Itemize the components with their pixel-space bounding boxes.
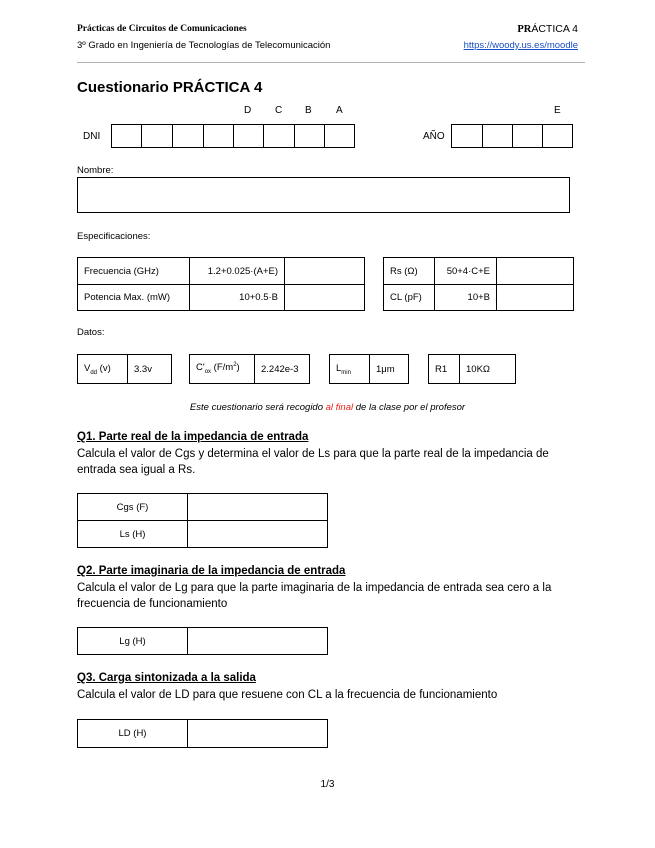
- year-digit-box[interactable]: [451, 124, 483, 148]
- practice-rest: ÁCTICA 4: [531, 23, 578, 35]
- cox-close: ): [236, 362, 240, 374]
- moodle-link[interactable]: https://woody.us.es/moodle: [463, 40, 578, 51]
- q2-title: Q2. Parte imaginaria de la impedancia de entrada: [77, 565, 346, 577]
- cox-main: C': [196, 362, 205, 374]
- notice-after: de la clase por el profesor: [353, 402, 466, 413]
- vdd-main: V: [84, 362, 91, 374]
- letter-c: C: [275, 105, 283, 116]
- r1-table: [428, 354, 516, 384]
- practice-prefix: PR: [517, 24, 532, 35]
- practice-label: [517, 23, 578, 35]
- name-label: Nombre:: [77, 165, 114, 176]
- lmin-sub: min: [341, 369, 351, 376]
- rs-label: Rs (Ω): [384, 258, 435, 285]
- page-number: 1/3: [320, 779, 335, 790]
- pmax-formula: 10+0.5·B: [190, 285, 285, 311]
- letter-e: E: [554, 105, 561, 116]
- year-digit-box[interactable]: [482, 124, 513, 148]
- cox-sup: 2: [233, 362, 237, 369]
- freq-formula: 1.2+0.025·(A+E): [190, 258, 285, 285]
- vdd-unit: (v): [97, 362, 111, 374]
- header-divider: [77, 62, 585, 63]
- cl-label: CL (pF): [384, 285, 435, 311]
- vdd-value: 3.3v: [128, 355, 172, 384]
- name-field[interactable]: [77, 177, 570, 213]
- q1-title: Q1. Parte real de la impedancia de entrada: [77, 431, 309, 443]
- page-title: Cuestionario PRÁCTICA 4: [77, 79, 263, 96]
- collection-notice: [0, 402, 655, 413]
- specs-label: Especificaciones:: [77, 231, 151, 242]
- q3-title: Q3. Carga sintonizada a la salida: [77, 672, 256, 684]
- specs-table-right: [383, 257, 574, 311]
- q1-answer-table: [77, 493, 328, 548]
- notice-highlight: al final: [325, 402, 354, 413]
- cox-label: [190, 355, 255, 384]
- pmax-label: Potencia Max. (mW): [78, 285, 190, 311]
- cl-formula: 10+B: [435, 285, 497, 311]
- year-digit-box[interactable]: [512, 124, 543, 148]
- letter-d: D: [244, 105, 252, 116]
- dni-digit-box[interactable]: [203, 124, 234, 148]
- dni-digit-box[interactable]: [263, 124, 295, 148]
- rs-formula: 50+4·C+E: [435, 258, 497, 285]
- lmin-table: [329, 354, 409, 384]
- pmax-answer-cell[interactable]: [285, 285, 365, 311]
- vdd-label: [78, 355, 128, 384]
- q1-text: Calcula el valor de Cgs y determina el valor de Ls para que la parte real de la impedancia de entrada sea igual a Rs.: [77, 448, 549, 476]
- lmin-main: L: [336, 362, 342, 374]
- ld-label: LD (H): [78, 720, 188, 748]
- r1-label: R1: [429, 355, 460, 384]
- dni-label: DNI: [83, 131, 101, 142]
- dni-digit-box[interactable]: [111, 124, 142, 148]
- ls-label: Ls (H): [78, 521, 188, 548]
- q3-text: Calcula el valor de LD para que resuene con CL a la frecuencia de funcionamiento: [77, 689, 498, 701]
- ld-answer-cell[interactable]: [188, 720, 328, 748]
- cox-unit: (F/m: [211, 362, 234, 374]
- dni-digit-box[interactable]: [172, 124, 204, 148]
- vdd-table: [77, 354, 172, 384]
- rs-answer-cell[interactable]: [497, 258, 574, 285]
- year-digit-box[interactable]: [542, 124, 573, 148]
- course-title: Prácticas de Circuitos de Comunicaciones: [77, 24, 247, 34]
- specs-table-left: [77, 257, 365, 311]
- lg-answer-cell[interactable]: [188, 628, 328, 655]
- dni-digit-box[interactable]: [233, 124, 264, 148]
- dni-digit-box[interactable]: [141, 124, 173, 148]
- degree-name: 3º Grado en Ingeniería de Tecnologías de Telecomunicación: [77, 40, 331, 51]
- letter-a: A: [336, 105, 343, 116]
- cl-answer-cell[interactable]: [497, 285, 574, 311]
- notice-before: Este cuestionario será recogido: [189, 402, 326, 413]
- year-label: AÑO: [423, 131, 445, 142]
- cox-sub: ox: [204, 369, 212, 376]
- freq-answer-cell[interactable]: [285, 258, 365, 285]
- q2-text: Calcula el valor de Lg para que la parte imaginaria de la impedancia de entrada sea cero a la frecuencia de funcionamiento: [77, 582, 552, 610]
- lmin-value: 1μm: [370, 355, 409, 384]
- lmin-label: [330, 355, 370, 384]
- cox-table: [189, 354, 310, 384]
- freq-label: Frecuencia (GHz): [78, 258, 190, 285]
- q2-answer-table: [77, 627, 328, 655]
- datos-label: Datos:: [77, 327, 105, 338]
- r1-value: 10KΩ: [460, 355, 516, 384]
- cox-value: 2.242e-3: [255, 355, 310, 384]
- cgs-answer-cell[interactable]: [188, 494, 328, 521]
- vdd-sub: dd: [90, 369, 98, 376]
- q3-answer-table: [77, 719, 328, 748]
- dni-digit-box[interactable]: [294, 124, 325, 148]
- dni-digit-box[interactable]: [324, 124, 355, 148]
- letter-b: B: [305, 105, 312, 116]
- lg-label: Lg (H): [78, 628, 188, 655]
- cgs-label: Cgs (F): [78, 494, 188, 521]
- ls-answer-cell[interactable]: [188, 521, 328, 548]
